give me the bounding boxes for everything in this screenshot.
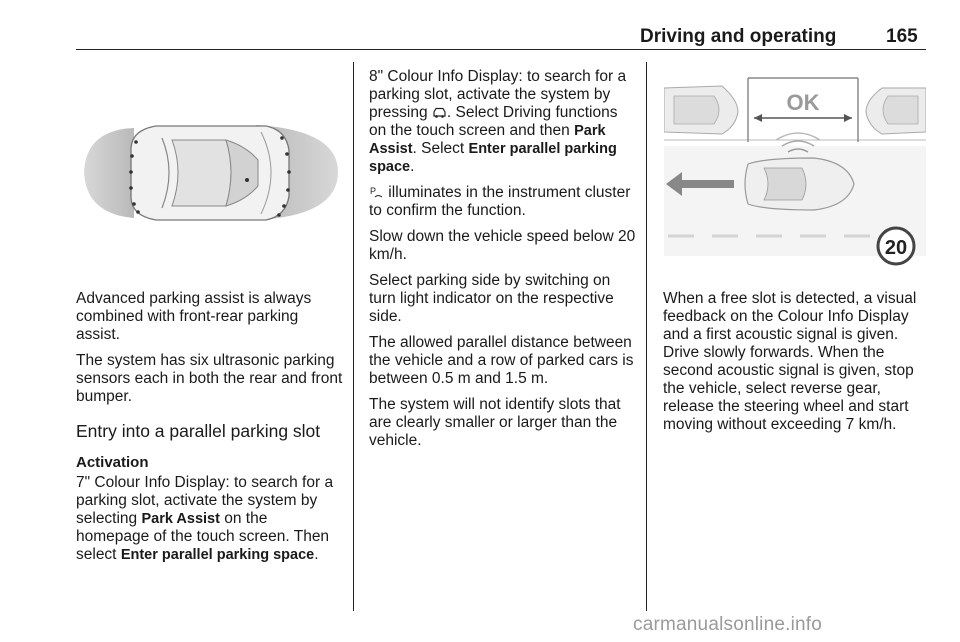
car-button-icon — [432, 106, 447, 119]
column-2 — [369, 68, 637, 458]
paragraph: Select parking side by switching on turn light indicator on the respective side. — [369, 272, 614, 325]
ui-term: Park Assist — [369, 123, 606, 157]
text-run: illuminates in the instrument cluster to confirm the function. — [369, 184, 631, 219]
page-number: 165 — [886, 26, 918, 47]
ui-term: Enter parallel parking space — [120, 547, 315, 563]
column-divider — [353, 62, 354, 611]
subsection-heading: Activation — [76, 454, 149, 471]
column-divider — [646, 62, 647, 611]
paragraph — [369, 184, 637, 220]
page-header-title: Driving and operating — [640, 26, 837, 47]
text-run: . Select — [412, 140, 469, 157]
header-rule — [76, 49, 926, 50]
paragraph — [76, 474, 344, 564]
text-run: 7" Colour Info Display: to search for a parking slot, activate the system by selecting — [76, 474, 334, 527]
parking-sensor-figure — [76, 60, 342, 278]
paragraph — [369, 68, 637, 176]
text-run: . — [410, 158, 415, 175]
column-3 — [663, 290, 929, 442]
svg-text:P: P — [370, 186, 377, 196]
parking-sensor-illustration — [76, 60, 342, 278]
column-1 — [76, 290, 344, 572]
paragraph: Advanced parking assist is always combined with front-rear parking assist. — [76, 290, 312, 343]
paragraph: The allowed parallel distance between the vehicle and a row of parked cars is between 0.5 m and 1.5 m. — [369, 334, 634, 387]
paragraph: When a free slot is detected, a visual feedback on the Colour Info Display and a first acoustic signal is given. Drive slowly forwards. When the second acoustic signal is given, stop the vehicle, select reverse gear, release the steering wheel and start moving without exceeding 7 km/h. — [663, 290, 917, 433]
text-run: . Select Driving functions on the touch screen and then — [369, 104, 618, 139]
section-heading: Entry into a parallel parking slot — [76, 421, 321, 441]
ui-term: Enter parallel parking space — [369, 141, 617, 175]
paragraph: The system has six ultrasonic parking sensors each in both the rear and front bumper. — [76, 352, 343, 405]
ui-term: Park Assist — [141, 511, 220, 527]
slot-detection-illustration — [664, 60, 926, 278]
text-run: 8" Colour Info Display: to search for a parking slot, activate the system by pressing — [369, 68, 627, 121]
watermark: carmanualsonline.info — [633, 614, 823, 635]
ok-label: OK — [786, 90, 820, 115]
text-run: . — [314, 546, 319, 563]
speed-sign-value: 20 — [884, 237, 908, 259]
paragraph: The system will not identify slots that are clearly smaller or larger than the vehicle. — [369, 396, 621, 449]
park-assist-indicator-icon — [369, 186, 384, 199]
slot-detection-figure — [664, 60, 926, 278]
paragraph: Slow down the vehicle speed below 20 km/h. — [369, 228, 636, 263]
text-run: on the homepage of the touch screen. Then select — [76, 510, 330, 563]
